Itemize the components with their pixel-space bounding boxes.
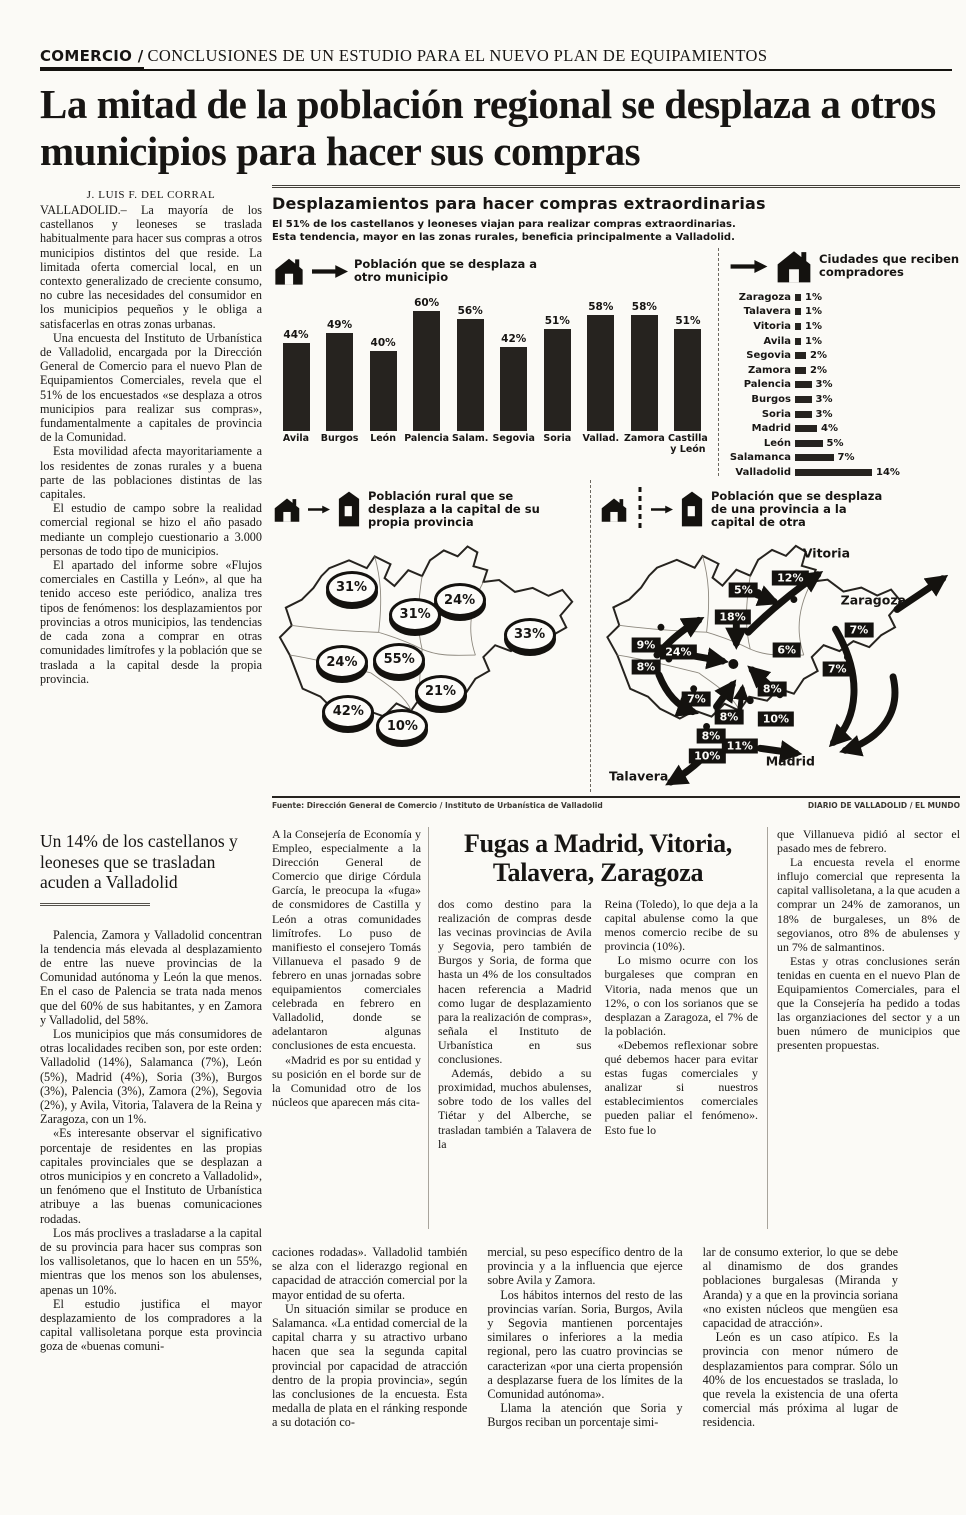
article-paragraph: Lo mismo ocurre con los burgaleses que compran en Vitoria, nada menos que un 12%, o con los sorianos que se desplazan a Zaragoza, el 7% de la población. (604, 953, 758, 1038)
kicker-headline: CONCLUSIONES DE UN ESTUDIO PARA EL NUEVO PLAN DE EQUIPAMIENTOS (147, 46, 768, 65)
bar-category-label: Palencia (404, 433, 450, 444)
lower-band (40, 827, 960, 1489)
bar-category-label: Salam. (451, 433, 489, 444)
city-bar (795, 381, 812, 388)
section-kicker (40, 46, 952, 71)
cities-list (729, 290, 960, 480)
flow-share-label: 5% (729, 583, 758, 598)
bar-value-label: 49% (326, 319, 353, 331)
flow-share-label: 8% (697, 729, 726, 744)
bar-value-label: 51% (544, 315, 570, 327)
city-row (729, 290, 960, 305)
bar (631, 315, 658, 431)
flows-map-labels (599, 538, 960, 786)
bar-item (320, 319, 360, 456)
house-icon (599, 496, 629, 523)
province-share-badge: 10% (376, 709, 428, 743)
bar-category-label: Zamora (623, 433, 665, 444)
city-row (729, 305, 960, 320)
arrow-right-icon (729, 260, 769, 273)
article-paragraph: Los municipios que más consumidores de otras localidades reciben son, por este orden: Valladolid (14%), Salamanca (7%), León (5%), Madrid (4%), Soria (3%), Burgos (3%), Palencia (3%), Zamora (2%), Segovia (2%), y Avila, Vitoria, Talavera de la Reina y Zaragoza, con un 1%. (40, 1026, 262, 1127)
article-paragraph: lar de consumo exterior, lo que se debe al dinamismo de dos grandes poblaciones burgalesas (Miranda y Aranda) y a que en la provincia soriana «no existen núcleos que mengüen esa capacidad de atracción». (702, 1245, 898, 1331)
article-paragraph: La encuesta revela el enorme influjo comercial que representa la capital vallisoletana, a la que acuden a comprar un 24% de zamoranos, un 18% de burgaleses, un 8% de segovianos, otro 8% de abulenses y un 7% de salmantinos. (777, 855, 960, 954)
city-name: Valladolid (735, 466, 791, 478)
bar (413, 311, 440, 431)
flows-map-label: Población que se desplaza de una provincia a la capital de otra (711, 488, 883, 529)
city-bar (795, 469, 872, 476)
province-share-badge: 42% (322, 695, 374, 729)
flow-share-label: 7% (682, 692, 711, 707)
city-value: 1% (805, 320, 822, 332)
arrow-right-icon (312, 265, 348, 278)
city-value: 4% (821, 423, 838, 435)
bar-value-label: 42% (501, 333, 527, 345)
fugas-column-4 (768, 827, 960, 1229)
bar-value-label: 60% (414, 297, 440, 309)
house-icon (272, 256, 306, 286)
flow-share-label: 10% (689, 749, 725, 764)
city-row (729, 392, 960, 407)
flow-share-label: 8% (758, 682, 787, 697)
bar-chart-panel (272, 248, 718, 476)
bottom-band (272, 1245, 960, 1489)
subhead-rule (40, 903, 150, 906)
building-icon (336, 488, 362, 530)
article-paragraph: «Debemos reflexionar sobre qué debemos hacer para evitar estas fugas comerciales y analizar si nuestros establecimientos comerciales pueden paliar el fenómeno». Esto fue lo (604, 1037, 758, 1137)
city-value: 3% (815, 408, 833, 420)
bar-category-label: León (370, 433, 396, 444)
bar (674, 329, 701, 431)
fugas-column-3 (605, 897, 759, 1151)
article-paragraph: Esta movilidad afecta mayoritariamente a los residentes de zonas rurales y a buena parte de las poblaciones distintas de las capitales. (40, 444, 262, 502)
rural-map (272, 538, 590, 786)
bar-category-label: Soria (543, 433, 572, 444)
bar-item (537, 315, 577, 456)
article-paragraph: caciones rodadas». Valladolid también se alza con el liderazgo regional en capacidad de atracción comercial por la mayor entidad de su oferta. (272, 1245, 468, 1302)
destination-city-label: Vitoria (802, 545, 851, 561)
city-value: 5% (826, 437, 844, 449)
lead-article-column (40, 185, 262, 817)
city-row (729, 436, 960, 451)
city-value: 2% (810, 364, 827, 376)
city-name: Burgos (751, 393, 791, 405)
arrow-right-icon (308, 504, 330, 515)
city-row (729, 334, 960, 349)
city-name: Palencia (743, 379, 791, 391)
bar (544, 329, 571, 431)
bar-value-label: 44% (283, 329, 309, 341)
provincial-border-dashes-icon (635, 487, 645, 531)
city-value: 1% (805, 306, 822, 318)
flow-share-label: 12% (772, 570, 808, 585)
city-value: 1% (805, 291, 822, 303)
flows-map-panel (590, 480, 960, 792)
flow-share-label: 6% (772, 642, 801, 657)
fugas-article (428, 827, 768, 1229)
article-paragraph: Los más proclives a trasladarse a la capital de su provincia para hacer sus compras son los vallisoletanos, que lo hacen en un 55%, mientras que los menos son los abulenses, apenas un 10%. (40, 1225, 262, 1297)
cities-label: Ciudades que reciben compradores (819, 252, 960, 279)
province-share-badge: 31% (389, 598, 441, 632)
flow-share-label: 11% (722, 739, 758, 754)
article-paragraph: Además, debido a su proximidad, muchos abulenses, sobre todo de los valles del Tiétar y del Alberche, se trasladan también a Talavera de la (438, 1066, 592, 1151)
city-name: Talavera (743, 306, 791, 318)
bottom-column-3 (703, 1245, 898, 1489)
city-bar (795, 396, 812, 403)
article-paragraph: Una encuesta del Instituto de Urbanística de Valladolid, encargada por la Dirección General de Comercio para el nuevo Plan de Equipamientos Comerciales, revela que el 51% de los encuestados «se desplaza a otros municipios para realizar sus compras», fundamentalmente a capitales de provincia de la Comunidad. (40, 330, 262, 445)
article-paragraph: Palencia, Zamora y Valladolid concentran la tendencia más elevada al desplazamiento de entre las nueve provincias de la Comunidad autónoma y León la que menos. En el caso de Palencia se trata nada menos que del 60% de sus habitantes, y en Zamora y Valladolid, del 58%. (40, 927, 262, 1027)
city-row (729, 451, 960, 466)
bar (370, 351, 397, 431)
bar-category-label: Castilla y León (668, 433, 708, 455)
province-share-badge: 24% (316, 645, 368, 679)
bar-value-label: 58% (588, 301, 614, 313)
bottom-column-2 (487, 1245, 682, 1489)
article-paragraph: mercial, su peso específico dentro de la provincia y a la influencia que ejerce sobre Avila y Zamora. (487, 1245, 683, 1288)
article-paragraph: «Madrid es por su entidad y su posición en el borde sur de la Comunidad otro de los núcleos que aparecen más cita- (272, 1052, 421, 1109)
article-paragraph: que Villanueva pidió al sector el pasado mes de febrero. (777, 827, 960, 856)
fugas-column-2 (438, 897, 592, 1151)
infographic-intro: El 51% de los castellanos y leoneses viajan para realizar compras extraordinarias. Esta tendencia, mayor en las zonas rurales, beneficia principalmente a Valladolid. (272, 219, 736, 243)
city-row (729, 378, 960, 393)
bar (326, 333, 353, 431)
city-bar (795, 323, 801, 330)
article-paragraph: Un situación similar se produce en Salamanca. «La entidad comercial de la capital charra y su atractivo urbano hacen que sea la segunda capital provincial por capacidad de atracción dentro de la propia provincia», según las conclusiones de la encuesta. Esta medalla de plata en el ránking responde a su dotación co- (272, 1301, 468, 1430)
bar-chart-label: Población que se desplaza a otro municipio (354, 257, 538, 284)
province-share-badge: 31% (326, 571, 378, 605)
city-name: Avila (763, 335, 791, 347)
city-name: Salamanca (729, 452, 791, 464)
city-name: Segovia (746, 350, 791, 362)
city-row (729, 465, 960, 480)
city-row (729, 348, 960, 363)
city-value: 2% (810, 350, 827, 362)
bar-value-label: 40% (370, 337, 396, 349)
bar-category-label: Burgos (320, 433, 359, 444)
main-band (40, 185, 960, 817)
article-paragraph: Llama la atención que Soria y Burgos reciban un porcentaje simi- (487, 1401, 683, 1430)
destination-city-label: Madrid (765, 753, 815, 769)
city-name: Zamora (748, 364, 791, 376)
mid-band (272, 827, 960, 1229)
city-bar (795, 425, 817, 432)
bar-item (363, 337, 403, 456)
article-paragraph: VALLADOLID.– La mayoría de los castellanos y leoneses se traslada habitualmente para hacer sus compras a otros municipios distintos del que reside. La limitada oferta comercial local, en un contexto generalizado de creciente consumo, no cubre las necesidades del consumidor en los municipios pequeños y le obliga a satisfacerlas en otras zonas urbanas. (40, 203, 262, 331)
section-name: COMERCIO / (40, 47, 144, 70)
city-bar (795, 308, 801, 315)
bar-item (624, 301, 664, 456)
bar (457, 319, 484, 431)
bar-category-label: Avila (282, 433, 310, 444)
city-row (729, 363, 960, 378)
arrow-right-icon (651, 504, 673, 515)
article-paragraph: El apartado del informe sobre «Flujos comerciales en Castilla y León», al que ha tenido acceso este periódico, analiza tres tipos de fenómenos: los desplazamientos por provincias a otros municipios, las tendencias de cada zona a comprar en otras comunidades limítrofes y la población que se traslada a la capital desde la propia provincia. (40, 558, 262, 686)
city-name: Zaragoza (738, 291, 791, 303)
bar-item (668, 315, 708, 456)
article-paragraph: «Es interesante observar el significativo porcentaje de residentes en las propias capitales provinciales que se desplazan a otros municipios y en concreto a Valladolid», un fenómeno que el Instituto de Urbanística atribuye a las buenas comunicaciones rodadas. (40, 1126, 262, 1226)
bar-item (276, 329, 316, 456)
bar-item (450, 305, 490, 456)
flow-share-label: 18% (714, 610, 750, 625)
province-share-badge: 33% (504, 618, 556, 652)
destination-city-label: Talavera (609, 768, 669, 784)
bar-category-label: Vallad. (582, 433, 620, 444)
city-name: Madrid (751, 423, 791, 435)
bar-value-label: 51% (675, 315, 701, 327)
city-bar (795, 294, 801, 301)
province-share-badge: 21% (415, 675, 467, 709)
bar (500, 347, 527, 431)
bar-item (404, 297, 450, 456)
article-paragraph: León es un caso atípico. Es la provincia con menor número de desplazamientos para comprar. Sólo un 40% de los encuestados se traslada, lo que revela la existencia de una oferta comercial más próxima al lugar de residencia. (702, 1330, 898, 1430)
destination-city-label: Zaragoza (840, 592, 907, 608)
house-icon (272, 496, 302, 523)
city-name: Vitoria (753, 320, 791, 332)
city-bar (795, 454, 834, 461)
city-value: 1% (805, 335, 822, 347)
city-value: 7% (837, 452, 855, 464)
city-bar (795, 411, 812, 418)
source-note: Fuente: Dirección General de Comercio / Instituto de Urbanística de Valladolid (272, 801, 603, 810)
rural-map-panel (272, 480, 590, 792)
province-share-badge: 24% (434, 583, 486, 617)
flow-share-label: 24% (660, 645, 696, 660)
city-bar (795, 367, 806, 374)
flow-share-label: 8% (632, 659, 661, 674)
article-paragraph: dos como destino para la realización de compras desde las vecinas provincias de Avila y Segovia, pero también de Burgos y Soria, de forma que hasta un 4% de los consultados hacen referencia a Madrid como lugar de desplazamiento para la realización de compras», señala el Instituto de Urbanística en sus conclusiones. (438, 897, 592, 1067)
province-share-badge: 55% (373, 643, 425, 677)
infographic (272, 185, 960, 817)
article-paragraph: El estudio justifica el mayor desplazamiento de los compradores a la capital vallisoletana porque esta provincia goza de «buenas comuni- (40, 1296, 262, 1354)
city-value: 3% (815, 393, 833, 405)
bottom-column-1 (272, 1245, 467, 1489)
house-icon (774, 248, 814, 284)
bar-value-label: 56% (457, 305, 483, 317)
infographic-title: Desplazamientos para hacer compras extraordinarias (272, 194, 766, 213)
article-paragraph: Los hábitos internos del resto de las provincias varían. Soria, Burgos, Avila y Segovia mantienen porcentajes similares o inferiores a la media regional, pero las cuatro provincias se caracterizan «por una cierta propensión a desplazarse fuera de los límites de la Comunidad autónoma». (487, 1287, 683, 1402)
bar-chart (272, 294, 712, 456)
bar (283, 343, 310, 431)
secondary-subhead: Un 14% de los castellanos y leoneses que se trasladan acuden a Valladolid (40, 831, 238, 892)
main-headline: La mitad de la población regional se desplaza a otros municipios para hacer sus compras (40, 81, 936, 174)
article-paragraph: El estudio de campo sobre la realidad comercial regional se hizo el año pasado mediante un complejo cuestionario a 3.000 personas de todo tipo de municipios. (40, 501, 262, 558)
secondary-column (40, 827, 262, 1489)
city-name: León (763, 437, 791, 449)
infographic-footer (272, 796, 960, 810)
city-bar (795, 338, 801, 345)
flow-share-label: 10% (758, 712, 794, 727)
cities-panel (718, 248, 960, 476)
city-value: 14% (876, 466, 900, 478)
fugas-headline: Fugas a Madrid, Vitoria, Talavera, Zaragoza (464, 829, 732, 887)
city-row (729, 407, 960, 422)
credit-note: DIARIO DE VALLADOLID / EL MUNDO (807, 801, 960, 810)
bar-item (494, 333, 534, 456)
fugas-column-1 (272, 827, 428, 1229)
article-paragraph: A la Consejería de Economía y Empleo, especialmente a la Dirección General de Comercio que dirige Córdula García, le preocupa la «fuga» de consmidores de Castilla y León a otras comunidades limítrofes. Lo puso de manifiesto el consejero Tomás Villanueva el pasado 9 de febrero en unas jornadas sobre equipamientos comerciales celebrada en febrero en Valladolid, donde se adelantaron algunas conclusiones de esta encuesta. (272, 827, 421, 1053)
flow-share-label: 7% (845, 622, 874, 637)
bar-value-label: 58% (631, 301, 657, 313)
bar (587, 315, 614, 431)
bar-category-label: Segovia (492, 433, 535, 444)
flow-share-label: 7% (823, 662, 852, 677)
city-row (729, 421, 960, 436)
city-row (729, 319, 960, 334)
rural-map-label: Población rural que se desplaza a la capital de su propia provincia (368, 488, 540, 529)
flow-share-label: 9% (632, 637, 661, 652)
bar-item (581, 301, 621, 456)
article-paragraph: Reina (Toledo), lo que deja a la capital abulense como la que menos comercio recibe de su provincia (10%). (604, 897, 758, 954)
city-name: Soria (761, 408, 791, 420)
article-paragraph: Estas y otras conclusiones serán tenidas en cuenta en el nuevo Plan de Equipamientos Comerciales, para el que la Consejería ha pedido a todas las organziaciones del sector y a un buen número de municipios que presenten propuestas. (777, 953, 960, 1053)
building-icon (679, 488, 705, 530)
flows-map (599, 538, 960, 786)
rural-map-badges (272, 538, 590, 786)
flow-share-label: 8% (715, 709, 744, 724)
city-bar (795, 352, 806, 359)
byline: J. LUIS F. DEL CORRAL (86, 189, 216, 201)
city-value: 3% (815, 379, 833, 391)
city-bar (795, 440, 823, 447)
